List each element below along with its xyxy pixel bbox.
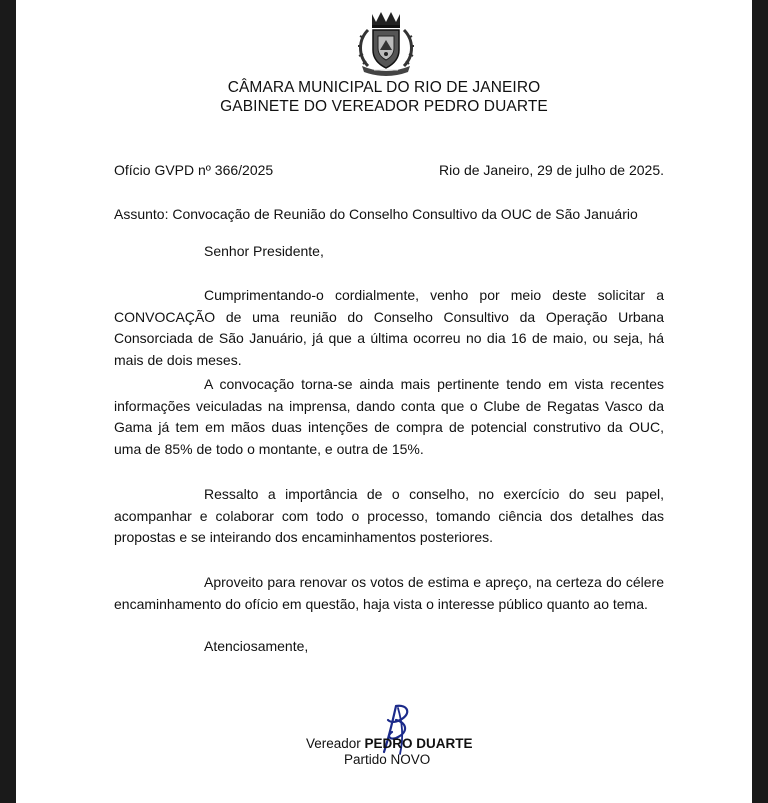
document-subject: Assunto: Convocação de Reunião do Conselho Consultivo da OUC de São Januário xyxy=(114,206,638,222)
body-paragraph: Aproveito para renovar os votos de estima e apreço, na certeza do célere encaminhamento do ofício em questão, haja vista o interesse público quanto ao tema. xyxy=(114,574,664,612)
signer-name: PEDRO DUARTE xyxy=(364,736,473,751)
signer-title: Vereador xyxy=(306,736,365,751)
letter-page xyxy=(16,0,752,803)
document-date: Rio de Janeiro, 29 de julho de 2025. xyxy=(439,162,664,178)
letterhead-office: GABINETE DO VEREADOR PEDRO DUARTE xyxy=(220,98,548,115)
salutation: Senhor Presidente, xyxy=(204,243,324,259)
body-paragraph: Cumprimentando-o cordialmente, venho por meio deste solicitar a CONVOCAÇÃO de uma reunião do Conselho Consultivo da Operação Urbana Consorciada de São Januário, já que a última ocorreu no dia 16 de maio, ou seja, há mais de dois meses. xyxy=(114,287,664,368)
signer-line xyxy=(306,736,473,751)
document-reference: Ofício GVPD nº 366/2025 xyxy=(114,162,274,178)
coat-of-arms-icon xyxy=(354,10,418,76)
body-paragraph: Ressalto a importância de o conselho, no exercício do seu papel, acompanhar e colaborar com todo o processo, tomando ciência dos detalhes das propostas e se inteirando dos encaminhamentos posteriores. xyxy=(114,486,664,545)
body-paragraph: A convocação torna-se ainda mais pertinente tendo em vista recentes informações veiculadas na imprensa, dando conta que o Clube de Regatas Vasco da Gama já tem em mãos duas intenções de compra de potencial construtivo da OUC, uma de 85% de todo o montante, e outra de 15%. xyxy=(114,376,664,457)
letterhead-institution: CÂMARA MUNICIPAL DO RIO DE JANEIRO xyxy=(227,79,541,96)
closing: Atenciosamente, xyxy=(204,638,309,654)
letterhead xyxy=(16,78,752,116)
signer-party: Partido NOVO xyxy=(344,752,431,767)
